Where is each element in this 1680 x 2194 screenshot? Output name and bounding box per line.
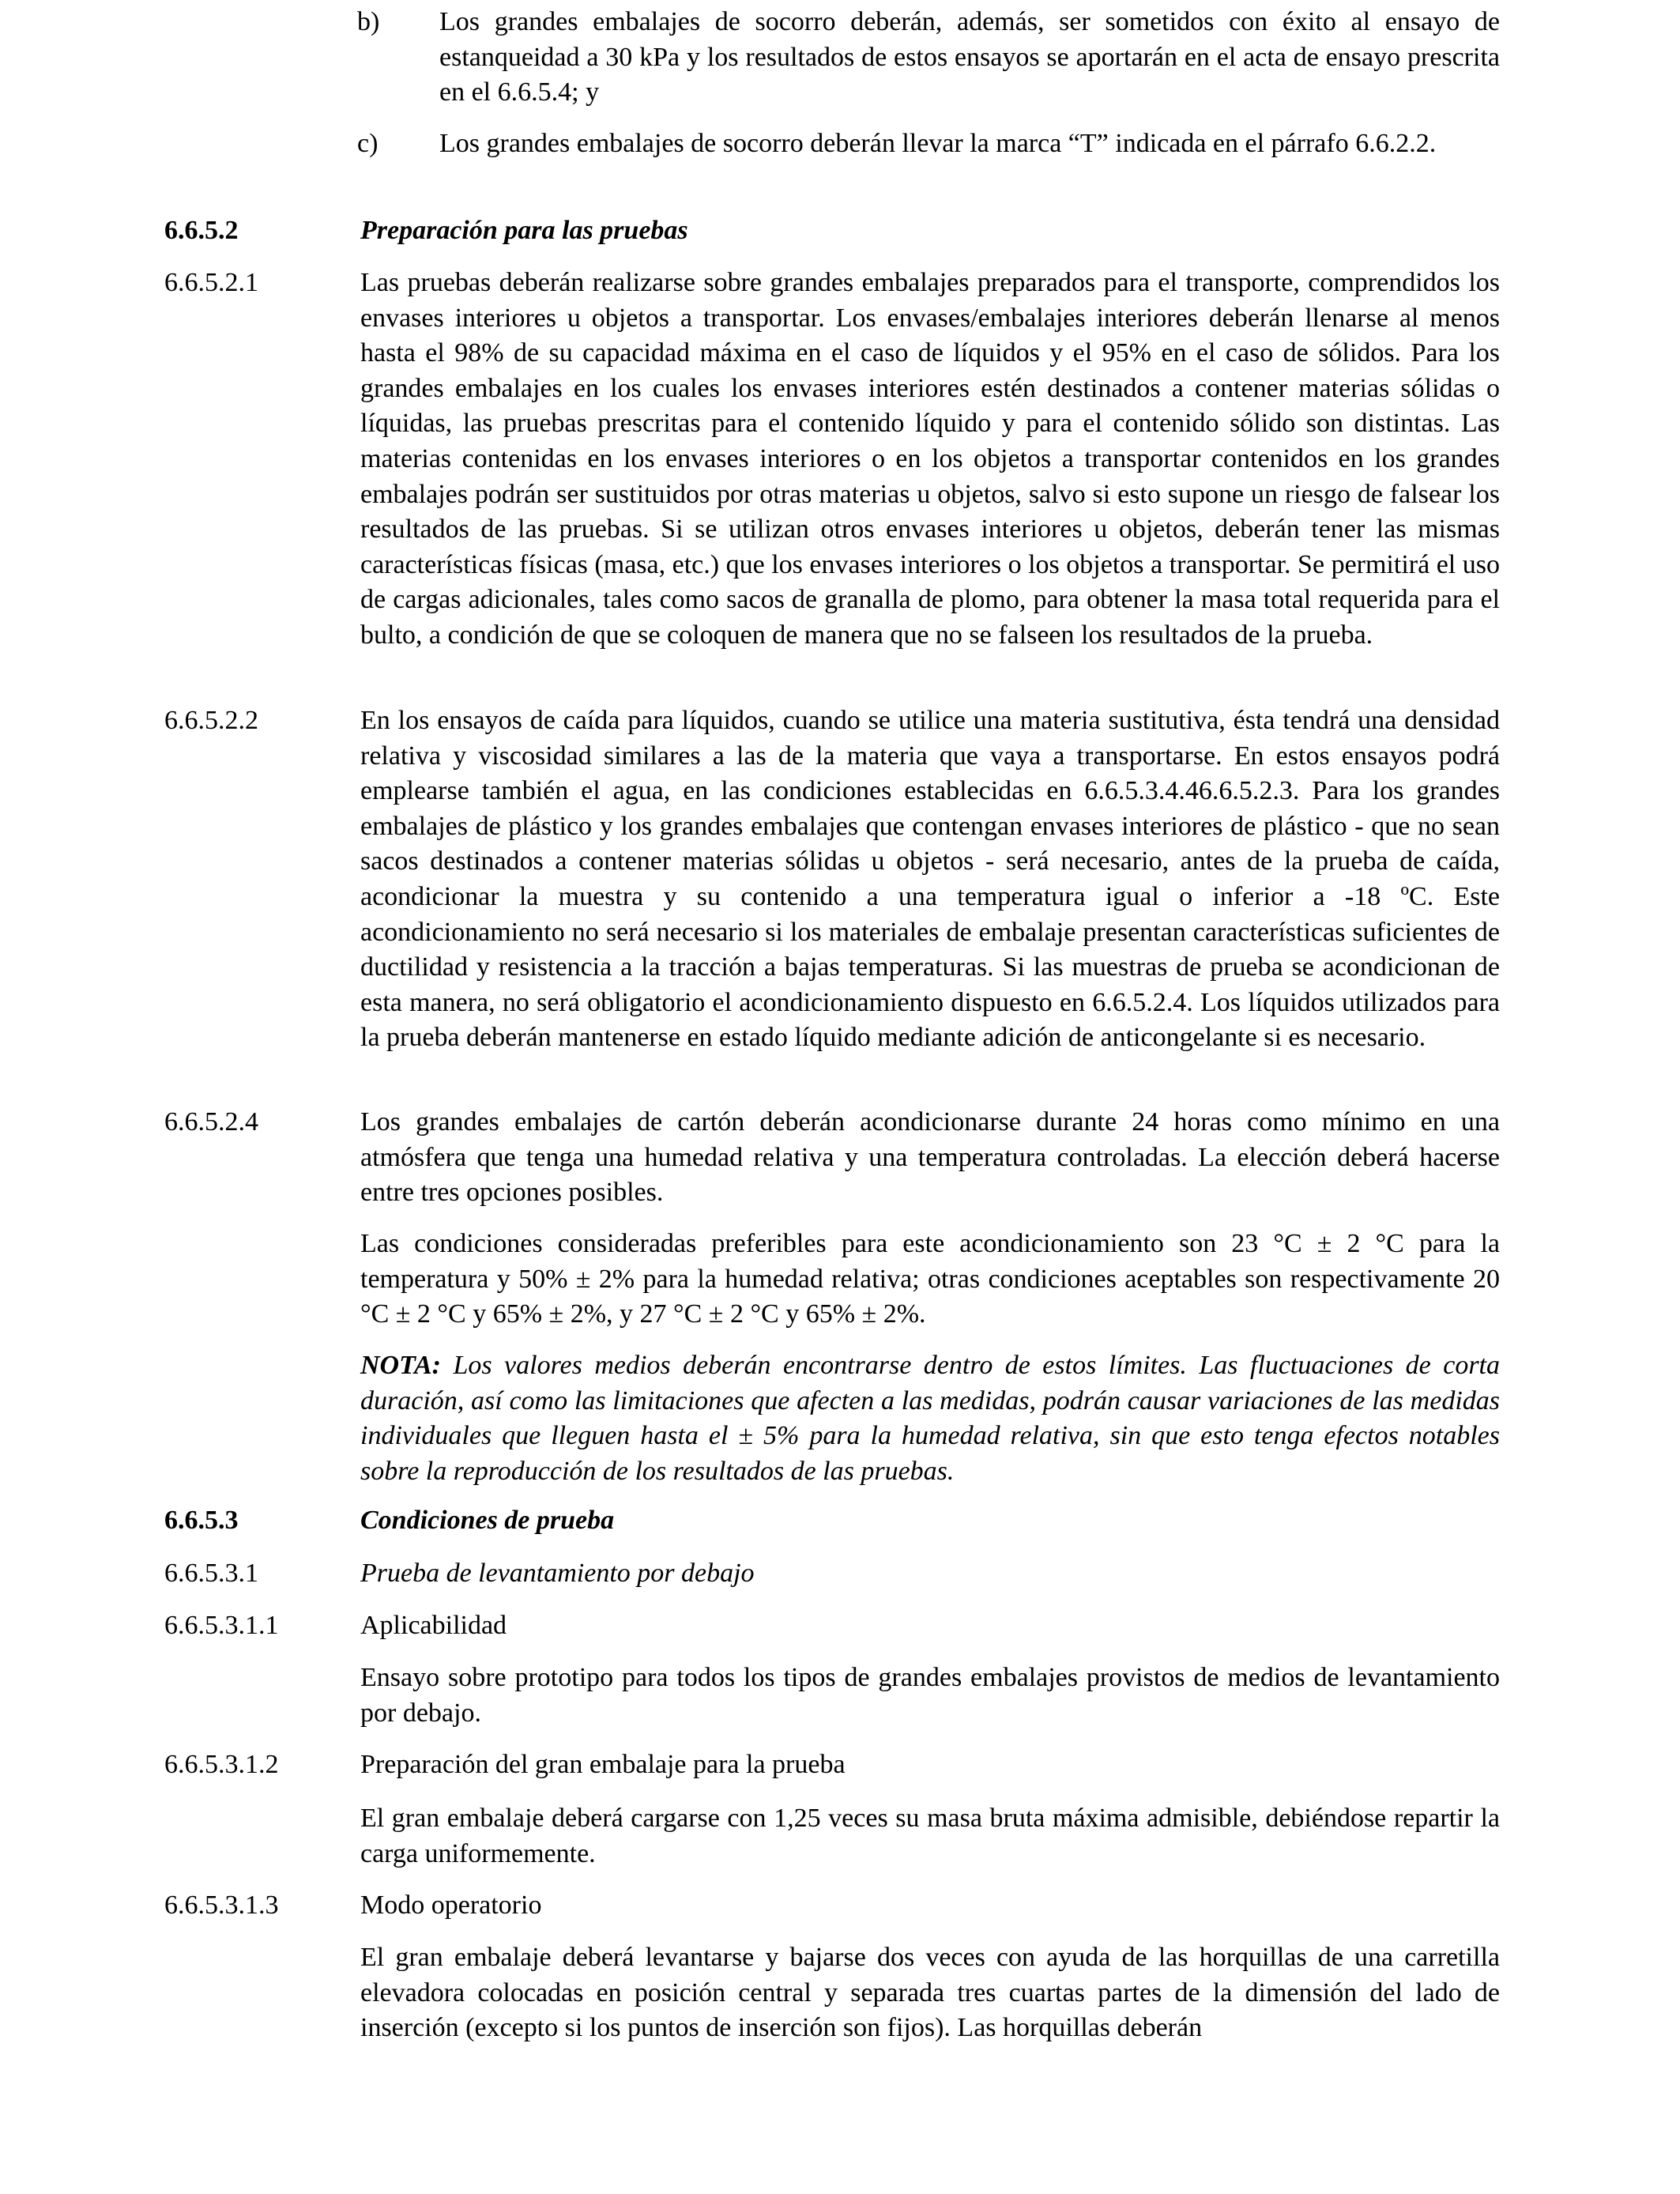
- section-number: 6.6.5.3.1.2: [164, 1750, 279, 1779]
- section-number: 6.6.5.3: [164, 1506, 239, 1535]
- section-title: Preparación del gran embalaje para la prueba: [360, 1750, 846, 1779]
- conditions-text: Las condiciones consideradas preferibles para este acondicionamiento son 23 °C ± 2 °C para la temperatura y 50% ± 2% para la humedad relativa; otras condiciones aceptables son respectivamente 20 °C ± 2 °C y 65% ± 2%, y 27 °C ± 2 °C y 65% ± 2%.: [360, 1229, 1500, 1329]
- list-item-b-text: Los grandes embalajes de socorro deberán, además, ser sometidos con éxito al ensayo de estanqueidad a 30 kPa y los resultados de estos ensayos se aportarán en el acta de ensayo prescrita en el 6.6.5.4; y: [439, 7, 1500, 107]
- list-label-c: c): [357, 129, 379, 158]
- section-title: Condiciones de prueba: [360, 1506, 615, 1535]
- section-number: 6.6.5.2.4: [164, 1107, 258, 1137]
- section-text: El gran embalaje deberá levantarse y bajarse dos veces con ayuda de las horquillas de una carretilla elevadora colocadas en posición central y separada tres cuartas partes de la dimensión del lado de inserción (excepto si los puntos de inserción son fijos). Las horquillas deberán: [360, 1943, 1500, 2043]
- note-paragraph: [360, 1348, 1500, 1489]
- section-number: 6.6.5.2: [164, 216, 239, 245]
- section-text: Los grandes embalajes de cartón deberán acondicionarse durante 24 horas como mínimo en una atmósfera que tenga una humedad relativa y una temperatura controladas. La elección deberá hacerse entre tres opciones posibles.: [360, 1107, 1500, 1208]
- note-label: NOTA:: [360, 1351, 441, 1380]
- note-text: Los valores medios deberán encontrarse dentro de estos límites. Las fluctuaciones de corta duración, así como las limitaciones que afecten a las medidas, podrán causar variaciones de las medidas individuales que lleguen hasta el ± 5% para la humedad relativa, sin que esto tenga efectos notables sobre la reproducción de los resultados de las pruebas.: [360, 1351, 1500, 1486]
- section-title: Aplicabilidad: [360, 1611, 507, 1640]
- section-number: 6.6.5.3.1.3: [164, 1891, 279, 1920]
- list-item-c-text: Los grandes embalajes de socorro deberán llevar la marca “T” indicada en el párrafo 6.6.2.2.: [439, 129, 1437, 158]
- section-number: 6.6.5.3.1: [164, 1559, 258, 1588]
- section-number: 6.6.5.3.1.1: [164, 1611, 279, 1640]
- section-number: 6.6.5.2.2: [164, 706, 258, 735]
- section-text: Ensayo sobre prototipo para todos los tipos de grandes embalajes provistos de medios de levantamiento por debajo.: [360, 1663, 1500, 1728]
- section-text: En los ensayos de caída para líquidos, cuando se utilice una materia sustitutiva, ésta tendrá una densidad relativa y viscosidad similares a las de la materia que vaya a transportarse. En estos ensayos podrá emplearse también el agua, en las condiciones establecidas en 6.6.5.3.4.46.6.5.2.3. Para los grandes embalajes de plástico y los grandes embalajes que contengan envases interiores de plástico - que no sean sacos destinados a contener materias sólidas u objetos - será necesario, antes de la prueba de caída, acondicionar la muestra y su contenido a una temperatura igual o inferior a -18 ºC. Este acondicionamiento no será necesario si los materiales de embalaje presentan características suficientes de ductilidad y resistencia a la tracción a bajas temperaturas. Si las muestras de prueba se acondicionan de esta manera, no será obligatorio el acondicionamiento dispuesto en 6.6.5.2.4. Los líquidos utilizados para la prueba deberán mantenerse en estado líquido mediante adición de anticongelante si es necesario.: [360, 706, 1500, 1053]
- section-number: 6.6.5.2.1: [164, 268, 258, 297]
- section-title: Preparación para las pruebas: [360, 216, 688, 245]
- section-title: Prueba de levantamiento por debajo: [360, 1559, 755, 1588]
- section-title: Modo operatorio: [360, 1891, 542, 1920]
- list-label-b: b): [357, 7, 380, 36]
- section-text: El gran embalaje deberá cargarse con 1,25 veces su masa bruta máxima admisible, debiéndose repartir la carga uniformemente.: [360, 1804, 1500, 1868]
- section-text: Las pruebas deberán realizarse sobre grandes embalajes preparados para el transporte, comprendidos los envases interiores u objetos a transportar. Los envases/embalajes interiores deberán llenarse al menos hasta el 98% de su capacidad máxima en el caso de líquidos y el 95% en el caso de sólidos. Para los grandes embalajes en los cuales los envases interiores estén destinados a contener materias sólidas o líquidas, las pruebas prescritas para el contenido líquido y para el contenido sólido son distintas. Las materias contenidas en los envases interiores o en los objetos a transportar contenidos en los grandes embalajes podrán ser sustituidos por otras materias u objetos, salvo si esto supone un riesgo de falsear los resultados de las pruebas. Si se utilizan otros envases interiores u objetos, deberán tener las mismas características físicas (masa, etc.) que los envases interiores o los objetos a transportar. Se permitirá el uso de cargas adicionales, tales como sacos de granalla de plomo, para obtener la masa total requerida para el bulto, a condición de que se coloquen de manera que no se falseen los resultados de la prueba.: [360, 268, 1500, 650]
